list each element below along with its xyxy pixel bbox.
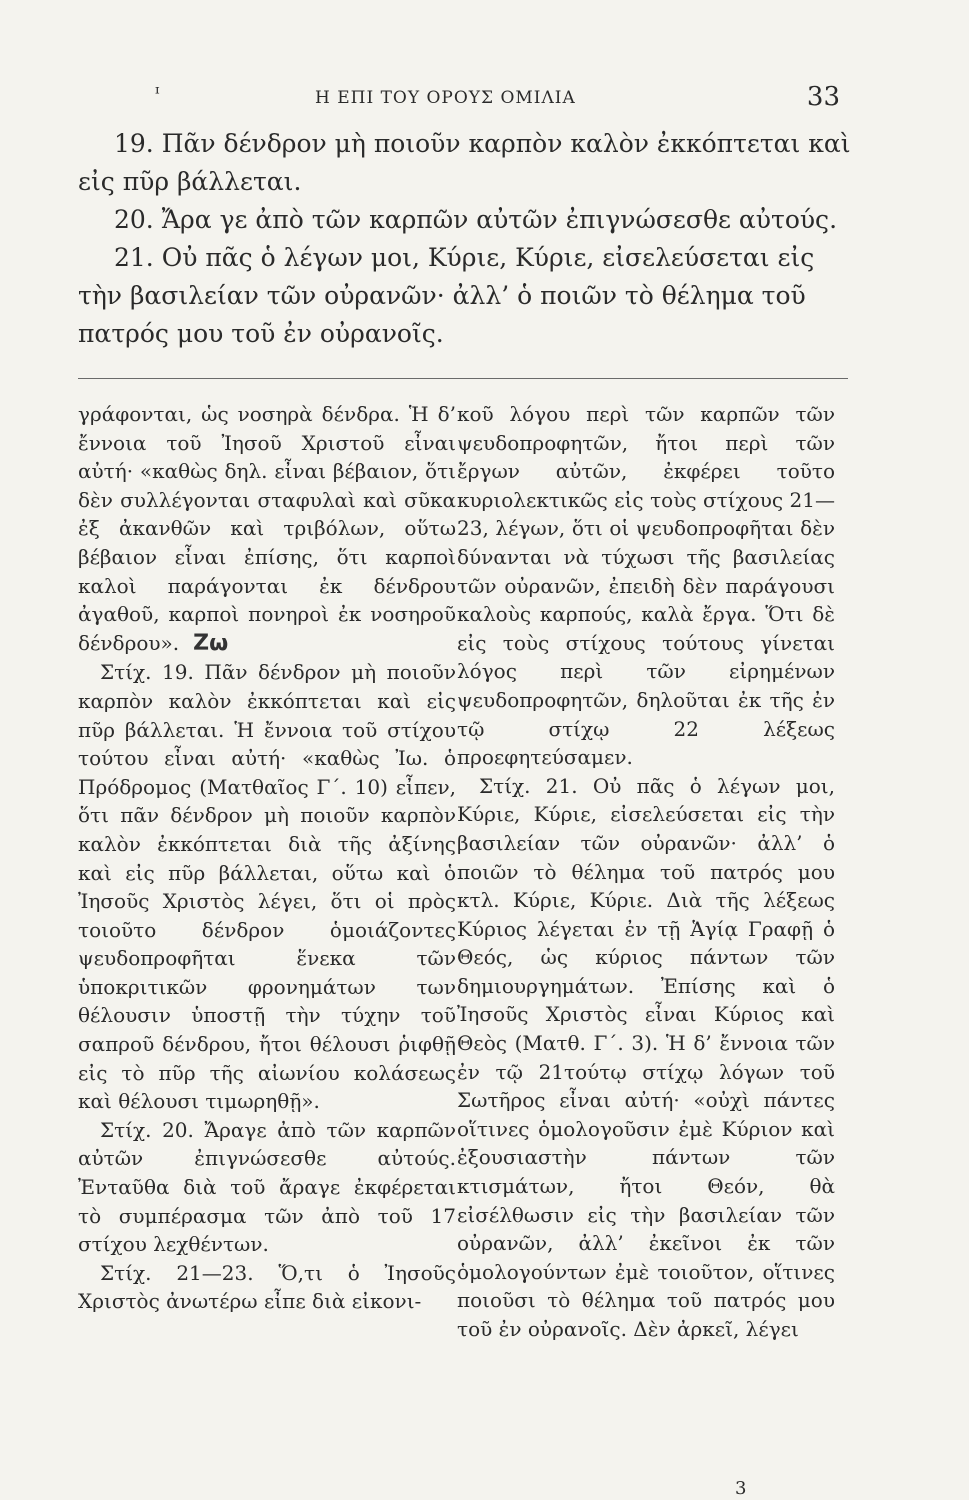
printer-signature: 3 [735,1478,747,1499]
ink-mark: ᶦ [155,82,161,107]
commentary-left-column [78,400,456,1316]
commentary-paragraph: Στίχ. 19. Πᾶν δένδρον μὴ ποιοῦν καρπὸν καλὸν ἐκκόπτεται καὶ εἰς πῦρ βάλλεται. Ἡ ἔννοια τοῦ στίχου τούτου εἶναι αὐτή· «καθὼς Ἰω. ὁ Πρόδρομος (Ματθαῖος Γ΄. 10) εἶπεν, ὅτι πᾶν δένδρον μὴ ποιοῦν καρπὸν καλὸν ἐκκόπτεται διὰ τῆς ἀξίνης καὶ εἰς πῦρ βάλλεται, οὕτω καὶ ὁ Ἰησοῦς Χριστὸς λέγει, ὅτι οἱ πρὸς τοιοῦτο δένδρον ὁμοιάζοντες ψευδοπροφῆται ἕνεκα τῶν ὑποκριτικῶν φρονημάτων των θέλουσιν ὑποστῇ τὴν τύχην τοῦ σαπροῦ δένδρου, ἤτοι θέλουσι ῥιφθῇ εἰς τὸ πῦρ τῆς αἰωνίου κολάσεως καὶ θέλουσι τιμωρηθῇ». [78,660,456,1114]
commentary-paragraph: Στίχ. 21. Οὐ πᾶς ὁ λέγων μοι, Κύριε, Κύριε, εἰσελεύσεται εἰς τὴν βασιλείαν τῶν οὐρανῶν· ἀλλ’ ὁ ποιῶν τὸ θέλημα τοῦ πατρός μου κτλ. Κύριε, Κύριε. Διὰ τῆς λέξεως Κύριος λέγεται ἐν τῇ Ἁγίᾳ Γραφῇ ὁ Θεός, ὡς κύριος πάντων τῶν δημιουργημάτων. Ἐπίσης καὶ ὁ Ἰησοῦς Χριστὸς εἶναι Κύριος καὶ Θεὸς (Ματθ. Γ΄. 3). Ἡ δ’ ἔννοια τῶν ἐν τῷ 21τούτῳ στίχῳ λόγων τοῦ Σωτῆρος εἶναι αὐτή· «οὐχὶ πάντες οἵτινες ὁμολογοῦσιν ἐμὲ Κύριον καὶ ἐξουσιαστὴν πάντων τῶν κτισμάτων, ἤτοι Θεόν, θὰ εἰσέλθωσιν εἰς τὴν βασιλείαν τῶν οὐρανῶν, ἀλλ’ ἐκεῖνοι ἐκ τῶν ὁμολογούντων ἐμὲ τοιοῦτον, οἵτινες ποιοῦσι τὸ θέλημα τοῦ πατρός μου τοῦ ἐν οὐρανοῖς. Δὲν ἀρκεῖ, λέγει [457,773,835,1341]
commentary-paragraph: γράφονται, ὡς νοσηρὰ δένδρα. Ἡ δ’ ἔννοια τοῦ Ἰησοῦ Χριστοῦ εἶναι αὐτή· «καθὼς δηλ. εἶναι βέβαιον, ὅτι δὲν συλλέγονται σταφυλαὶ καὶ σῦκα ἐξ ἀκανθῶν καὶ τριβόλων, οὕτω βέβαιον εἶναι ἐπίσης, ὅτι καρποὶ καλοὶ παράγονται ἐκ δένδρου ἀγαθοῦ, καρποὶ πονηροὶ ἐκ νοσηροῦ δένδρου». Ζω [78,402,456,656]
commentary-paragraph: Στίχ. 21—23. Ὅ,τι ὁ Ἰησοῦς Χριστὸς ἀνωτέρω εἶπε διὰ εἰκονι- [78,1260,456,1314]
commentary-paragraph: Στίχ. 20. Ἄραγε ἀπὸ τῶν καρπῶν αὐτῶν ἐπιγνώσεσθε αὐτούς. Ἐνταῦθα διὰ τοῦ ἄραγε ἐκφέρεται τὸ συμπέρασμα τῶν ἀπὸ τοῦ 17 στίχου λεχθέντων. [78,1117,456,1257]
section-divider [78,378,848,379]
page-header [150,82,850,122]
verse-20: 20. Ἄρα γε ἀπὸ τῶν καρπῶν αὐτῶν ἐπιγνώσεσθε αὐτούς. [114,205,838,234]
handwritten-annotation: Ζω [193,630,229,656]
scripture-text [78,125,858,353]
verse-19: 19. Πᾶν δένδρον μὴ ποιοῦν καρπὸν καλὸν ἐκκόπτεται καὶ εἰς πῦρ βάλλεται. [78,129,851,196]
commentary-paragraph: κοῦ λόγου περὶ τῶν καρπῶν τῶν ψευδοπροφητῶν, ἤτοι περὶ τῶν ἔργων αὐτῶν, ἐκφέρει τοῦτο κυριολεκτικῶς εἰς τοὺς στίχους 21—23, λέγων, ὅτι οἱ ψευδοπροφῆται δὲν δύνανται νὰ τύχωσι τῆς βασιλείας τῶν οὐρανῶν, ἐπειδὴ δὲν παράγουσι καλοὺς καρπούς, καλὰ ἔργα. Ὅτι δὲ εἰς τοὺς στίχους τούτους γίνεται λόγος περὶ τῶν εἰρημένων ψευδοπροφητῶν, δηλοῦται ἐκ τῆς ἐν τῷ στίχῳ 22 λέξεως προεφητεύσαμεν. [457,402,835,770]
page-number: 33 [806,82,840,112]
verse-21: 21. Οὐ πᾶς ὁ λέγων μοι, Κύριε, Κύριε, εἰσελεύσεται εἰς τὴν βασιλείαν τῶν οὐρανῶν· ἀλλ’ ὁ ποιῶν τὸ θέλημα τοῦ πατρός μου τοῦ ἐν οὐρανοῖς. [78,243,815,348]
running-title: Η ΕΠΙ ΤΟΥ ΟΡΟΥΣ ΟΜΙΛΙΑ [315,88,576,108]
commentary-right-column [457,400,835,1344]
